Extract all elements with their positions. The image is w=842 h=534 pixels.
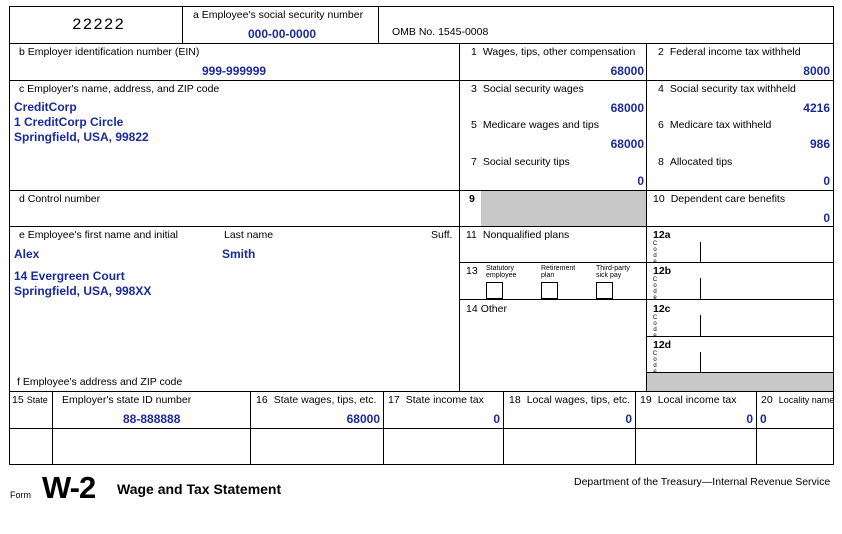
employer-name[interactable]: CreditCorp xyxy=(14,100,77,114)
box-12b-code-label: C o d e xyxy=(652,277,658,301)
box-20-label: 20 Locality name xyxy=(761,394,835,406)
suffix-label: Suff. xyxy=(431,229,453,241)
box-12a-label: 12a xyxy=(653,229,671,241)
box-4-label: 4 Social security tax withheld xyxy=(658,83,796,95)
form-title: Wage and Tax Statement xyxy=(117,481,282,497)
box-16-label: 16 State wages, tips, etc. xyxy=(256,394,377,406)
box-18-label: 18 Local wages, tips, etc. xyxy=(509,394,630,406)
box-2-label: 2 Federal income tax withheld xyxy=(658,46,801,58)
employee-last-name[interactable]: Smith xyxy=(222,247,256,261)
box-b-label: b Employer identification number (EIN) xyxy=(19,46,200,58)
box-8-label: 8 Allocated tips xyxy=(658,156,733,168)
box-12a-code-label: C o d e xyxy=(652,241,658,265)
box-16-value[interactable]: 68000 xyxy=(346,412,380,426)
box-3-value[interactable]: 68000 xyxy=(610,101,644,115)
employer-city[interactable]: Springfield, USA, 99822 xyxy=(14,130,149,144)
box-12c-code-label: C o d e xyxy=(652,315,658,339)
box-15-label: 15 State xyxy=(12,394,48,406)
last-name-label: Last name xyxy=(224,229,274,241)
employer-ein[interactable]: 999-999999 xyxy=(202,64,267,78)
box-6-value[interactable]: 986 xyxy=(809,137,830,151)
box-11-label: 11 Nonqualified plans xyxy=(466,229,570,241)
statutory-employee-label: Statutory employee xyxy=(486,265,517,279)
box-7-label: 7 Social security tips xyxy=(471,156,570,168)
box-1-label: 1 Wages, tips, other compensation xyxy=(471,46,636,58)
box-5-label: 5 Medicare wages and tips xyxy=(471,119,599,131)
box-3-label: 3 Social security wages xyxy=(471,83,584,95)
control-code: 22222 xyxy=(72,16,126,34)
box-18-value[interactable]: 0 xyxy=(625,412,632,426)
box-c-label: c Employer's name, address, and ZIP code xyxy=(19,83,220,95)
retirement-plan-checkbox[interactable] xyxy=(541,282,558,299)
box-10-label: 10 Dependent care benefits xyxy=(653,193,786,205)
box-10-value[interactable]: 0 xyxy=(823,211,830,225)
box-d-label: d Control number xyxy=(19,193,101,205)
employee-first-name[interactable]: Alex xyxy=(14,247,40,261)
box-6-label: 6 Medicare tax withheld xyxy=(658,119,772,131)
third-party-sick-pay-checkbox[interactable] xyxy=(596,282,613,299)
box-8-value[interactable]: 0 xyxy=(823,174,830,188)
employer-street[interactable]: 1 CreditCorp Circle xyxy=(14,115,124,129)
box-2-value[interactable]: 8000 xyxy=(803,64,830,78)
omb-number: OMB No. 1545-0008 xyxy=(392,26,489,38)
box-9-label: 9 xyxy=(469,193,475,205)
state-id-label: Employer's state ID number xyxy=(62,394,192,406)
box-12d-code-label: C o d e xyxy=(652,351,658,375)
statutory-employee-checkbox[interactable] xyxy=(486,282,503,299)
box-20-value[interactable]: 0 xyxy=(760,412,767,426)
box-5-value[interactable]: 68000 xyxy=(610,137,644,151)
box-19-value[interactable]: 0 xyxy=(746,412,753,426)
box-9-shaded xyxy=(481,191,646,226)
box-17-label: 17 State income tax xyxy=(388,394,484,406)
box-4-value[interactable]: 4216 xyxy=(803,101,830,115)
box-7-value[interactable]: 0 xyxy=(637,174,644,188)
box-12b-label: 12b xyxy=(653,265,672,277)
box-13-label: 13 xyxy=(466,265,478,277)
state-id-value[interactable]: 88-888888 xyxy=(123,412,181,426)
form-name: W-2 xyxy=(42,470,96,505)
box-1-value[interactable]: 68000 xyxy=(610,64,644,78)
box-a-label: a Employee's social security number xyxy=(193,9,364,21)
third-party-sick-pay-label: Third-party sick pay xyxy=(596,265,630,279)
retirement-plan-label: Retirement plan xyxy=(541,265,576,279)
form-word: Form xyxy=(10,490,31,500)
employee-street[interactable]: 14 Evergreen Court xyxy=(14,269,125,283)
employee-city[interactable]: Springfield, USA, 998XX xyxy=(14,284,152,298)
box-19-label: 19 Local income tax xyxy=(640,394,737,406)
department-text: Department of the Treasury—Internal Revenue Service xyxy=(574,476,831,488)
box-14-label: 14 Other xyxy=(466,303,507,315)
box-f-label: f Employee's address and ZIP code xyxy=(17,376,183,388)
box-12d-label: 12d xyxy=(653,339,672,351)
box-12c-label: 12c xyxy=(653,303,671,315)
box-12d-shaded xyxy=(647,373,833,391)
box-e-label: e Employee's first name and initial xyxy=(19,229,178,241)
employee-ssn[interactable]: 000-00-0000 xyxy=(248,27,317,41)
box-17-value[interactable]: 0 xyxy=(493,412,500,426)
